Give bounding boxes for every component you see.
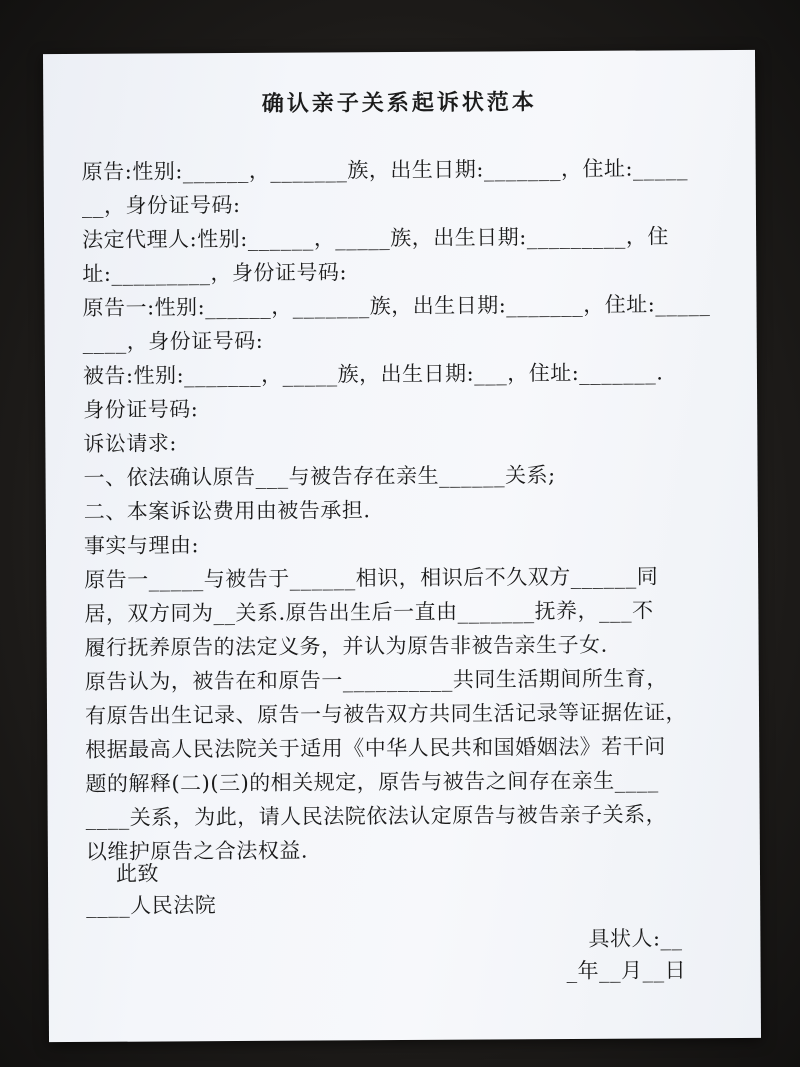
- claims-heading: 诉讼请求:: [83, 431, 178, 456]
- closing-salutation: 此致: [115, 861, 160, 886]
- claim-item-1: 一、依法确认原告___与被告存在亲生______关系;: [83, 463, 556, 490]
- facts-line-6: 根据最高人民法院关于适用《中华人民共和国婚姻法》若干问: [85, 734, 666, 762]
- date-line: _年__月__日: [566, 958, 687, 984]
- plaintiff-one-line-1: 原告一:性别:______，_______族，出生日期:_______，住址:_____: [82, 292, 711, 320]
- legal-representative-line-2: 址:_________，身份证号码:: [82, 260, 348, 286]
- claim-item-2: 二、本案诉讼费用由被告承担.: [83, 498, 371, 524]
- facts-heading: 事实与理由:: [83, 533, 200, 558]
- facts-line-7: 题的解释(二)(三)的相关规定，原告与被告之间存在亲生____: [85, 768, 659, 796]
- facts-line-8: ____关系，为此，请人民法院依法认定原告与被告亲子关系，: [85, 802, 668, 830]
- defendant-line-2: 身份证号码:: [83, 397, 199, 422]
- plaintiff-one-line-2: ____，身份证号码:: [82, 328, 264, 354]
- court-name-line: ____人民法院: [86, 893, 217, 918]
- document-title: 确认亲子关系起诉状范本: [261, 89, 537, 117]
- facts-line-2: 居，双方同为__关系.原告出生后一直由_______抚养，___不: [84, 598, 654, 626]
- defendant-line-1: 被告:性别:_______，_____族，出生日期:___，住址:_______.: [82, 360, 664, 388]
- signatory-line: 具状人:__: [588, 926, 683, 951]
- plaintiff-info-line-1: 原告:性别:______，_______族，出生日期:_______，住址:_____: [81, 156, 689, 184]
- facts-line-9: 以维护原告之合法权益.: [85, 838, 309, 864]
- facts-line-3: 履行抚养原告的法定义务，并认为原告非被告亲生子女.: [84, 632, 608, 660]
- facts-line-5: 有原告出生记录、原告一与被告双方共同生活记录等证据佐证，: [84, 700, 688, 728]
- handwritten-complaint-page: [43, 50, 761, 1042]
- facts-line-1: 原告一_____与被告于______相识，相识后不久双方______同: [84, 564, 659, 592]
- legal-representative-line-1: 法定代理人:性别:______，_____族，出生日期:_________，住: [82, 224, 669, 252]
- facts-line-4: 原告认为，被告在和原告一__________共同生活期间所生育，: [84, 666, 668, 694]
- plaintiff-info-line-2: __，身份证号码:: [81, 192, 241, 218]
